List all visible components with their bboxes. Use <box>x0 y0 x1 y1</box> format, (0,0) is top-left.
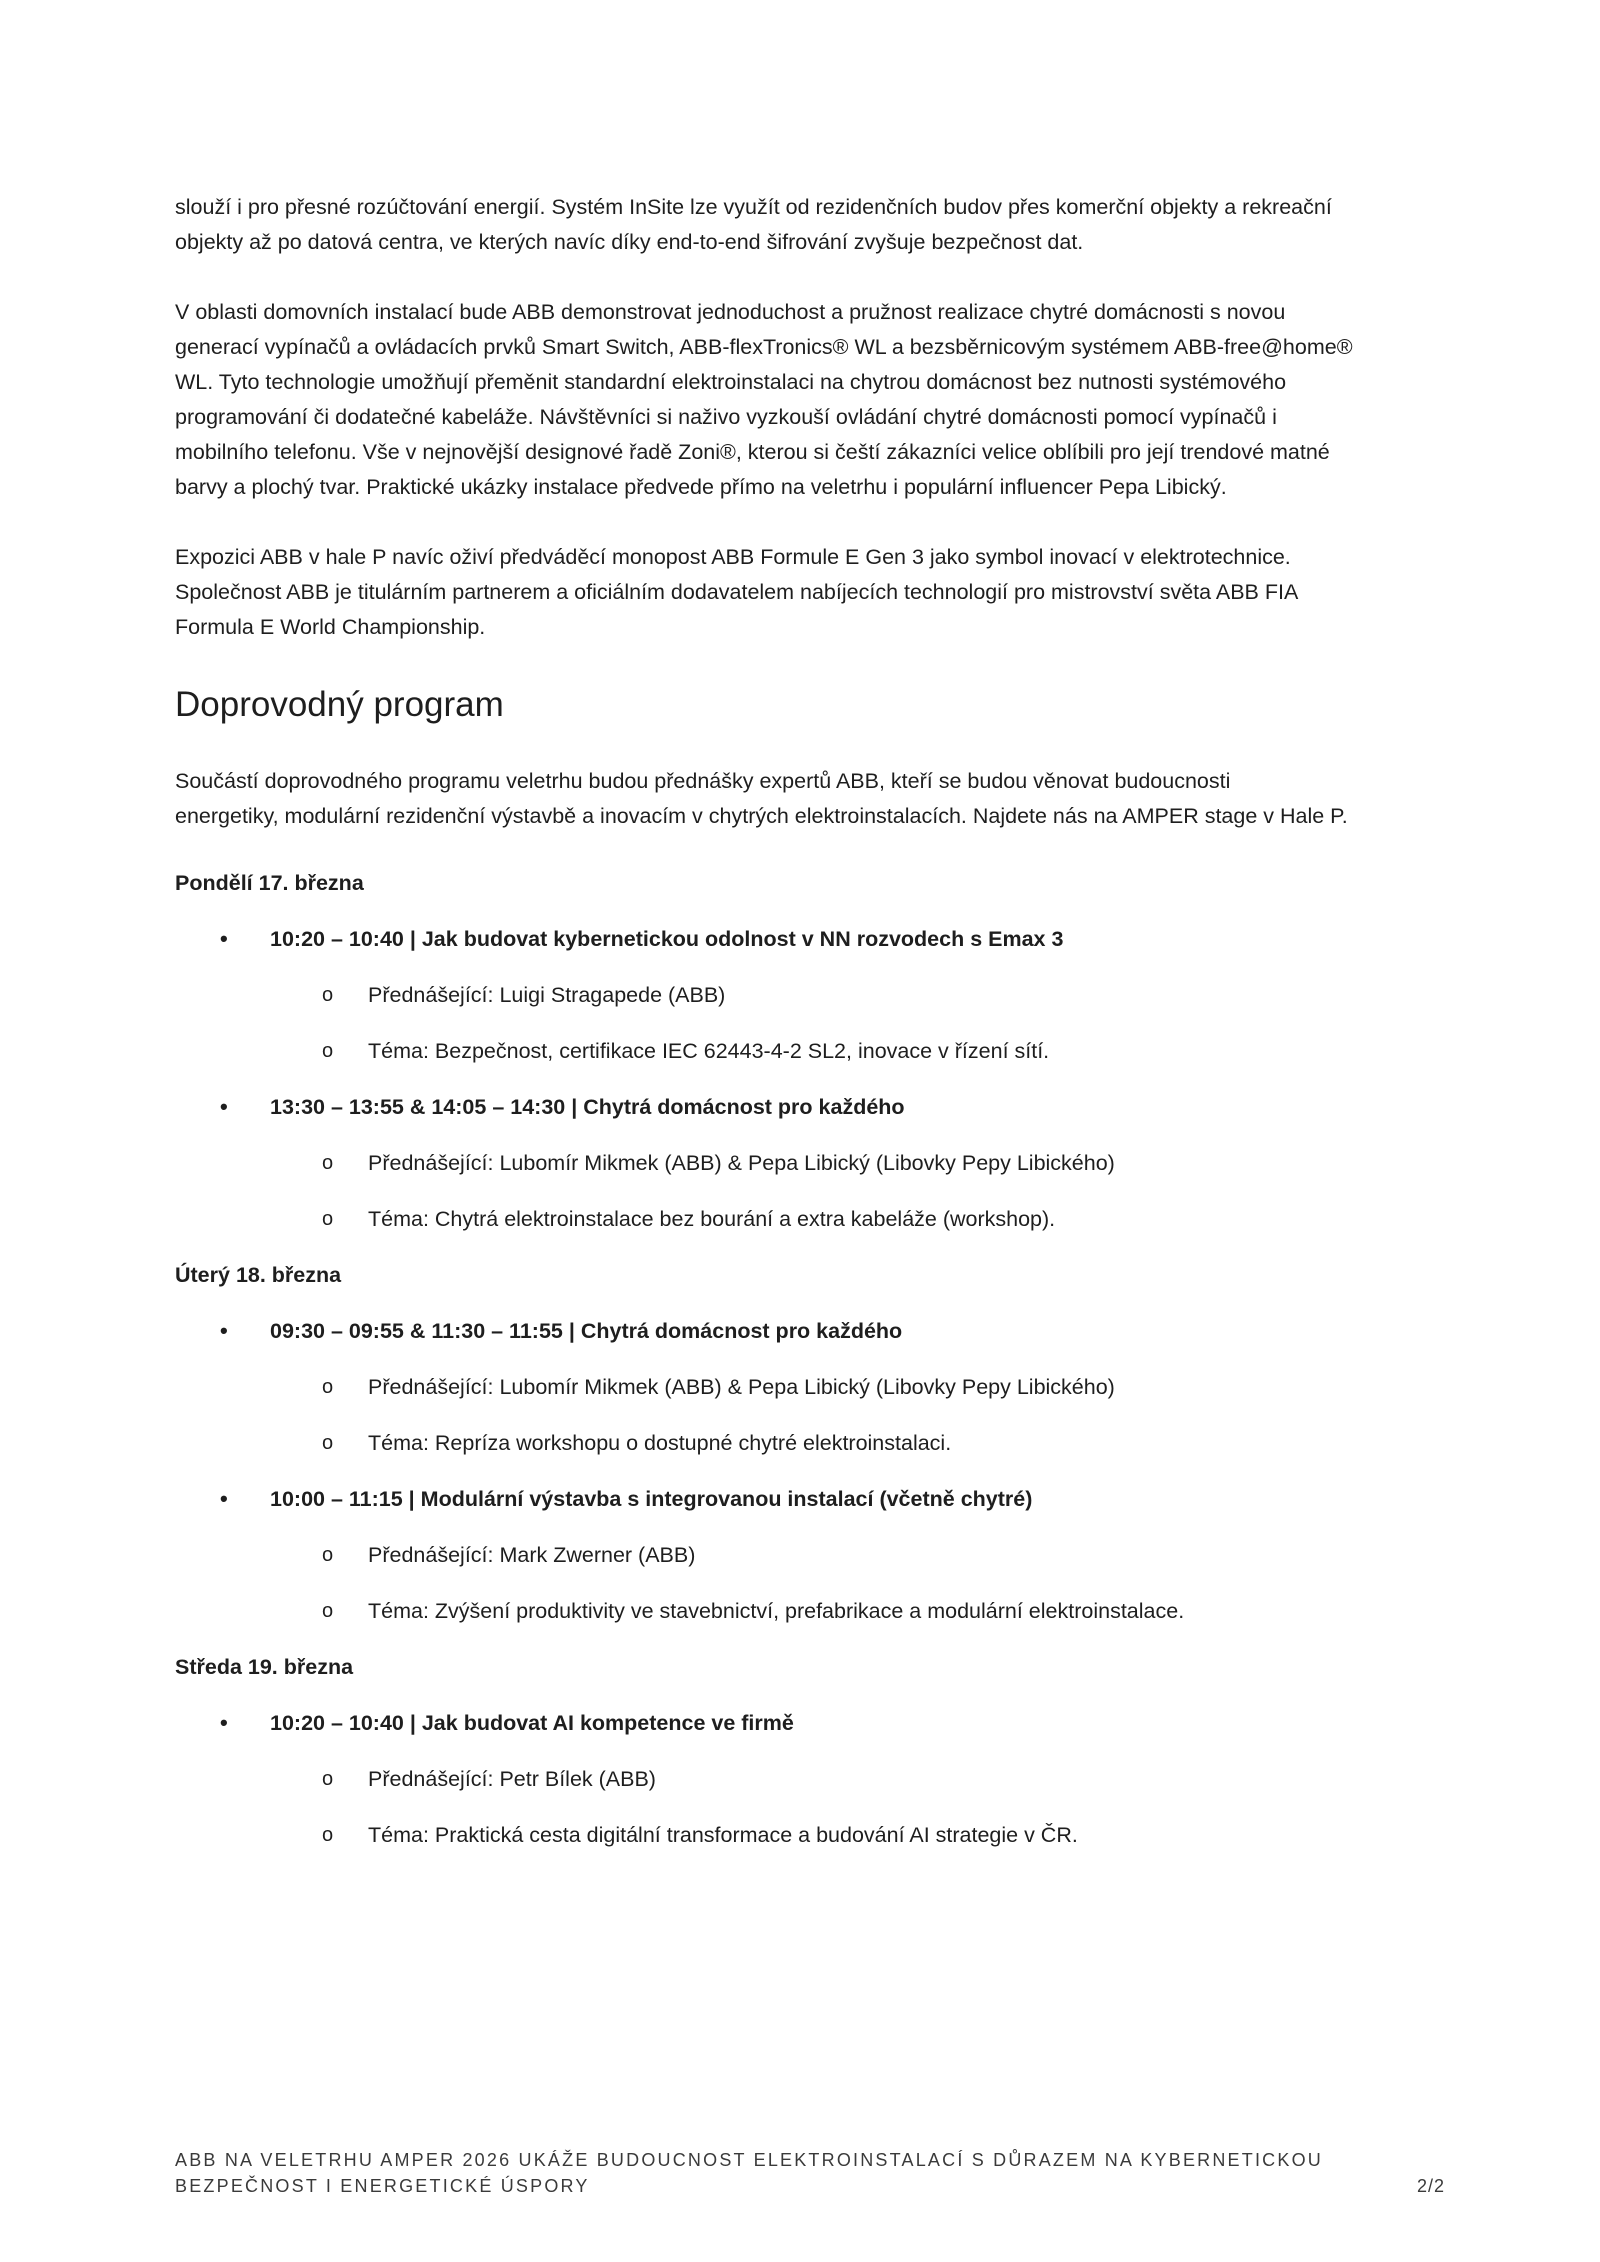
paragraph-line: programování či dodatečné kabeláže. Návštěvníci si naživo vyzkouší ovládání chytré domácnosti pomocí vypínačů i <box>175 405 1277 429</box>
talk-title-text: 10:20 – 10:40 | Jak budovat AI kompetence ve firmě <box>270 1711 794 1735</box>
sub-bullet-icon: o <box>322 1432 334 1454</box>
paragraph <box>175 540 1445 645</box>
talk-speaker-text: Přednášející: Petr Bílek (ABB) <box>368 1767 656 1791</box>
paragraph-line: slouží i pro přesné rozúčtování energií. Systém InSite lze využít od rezidenčních budov přes komerční objekty a rekreační <box>175 195 1332 219</box>
talk-topic-text: Téma: Zvýšení produktivity ve stavebnictví, prefabrikace a modulární elektroinstalace. <box>368 1599 1185 1623</box>
talk-speaker-text: Přednášející: Lubomír Mikmek (ABB) & Pepa Libický (Libovky Pepy Libického) <box>368 1151 1115 1175</box>
paragraph-line: WL. Tyto technologie umožňují přeměnit standardní elektroinstalaci na chytrou domácnost bez nutnosti systémového <box>175 370 1287 394</box>
page-footer <box>175 2147 1445 2199</box>
page-number: 2/2 <box>1416 2176 1445 2196</box>
talk-topic <box>175 1023 1445 1079</box>
paragraph <box>175 295 1445 505</box>
day-heading: Úterý 18. března <box>175 1263 342 1287</box>
sub-bullet-icon: o <box>322 1208 334 1230</box>
talk-speaker <box>175 1751 1445 1807</box>
sub-bullet-icon: o <box>322 1768 334 1790</box>
talk-title-text: 10:20 – 10:40 | Jak budovat kybernetickou odolnost v NN rozvodech s Emax 3 <box>270 927 1064 951</box>
bullet-icon: • <box>220 1486 228 1511</box>
body-paragraphs <box>175 190 1445 680</box>
talk-speaker <box>175 1359 1445 1415</box>
footer-title-line-2: BEZPEČNOST I ENERGETICKÉ ÚSPORY <box>175 2176 590 2196</box>
paragraph-line: Expozici ABB v hale P navíc oživí předváděcí monopost ABB Formule E Gen 3 jako symbol inovací v elektrotechnice. <box>175 545 1291 569</box>
talk-speaker-text: Přednášející: Lubomír Mikmek (ABB) & Pepa Libický (Libovky Pepy Libického) <box>368 1375 1115 1399</box>
paragraph-line: Společnost ABB je titulárním partnerem a oficiálním dodavatelem nabíjecích technologií pro mistrovství světa ABB FIA <box>175 580 1299 604</box>
sub-bullet-icon: o <box>322 1824 334 1846</box>
paragraph-line: mobilního telefonu. Vše v nejnovější designové řadě Zoni®, kterou si čeští zákazníci velice oblíbili pro její trendové matné <box>175 440 1330 464</box>
talk-title <box>175 1079 1445 1135</box>
paragraph-line: barvy a plochý tvar. Praktické ukázky instalace předvede přímo na veletrhu i populární influencer Pepa Libický. <box>175 475 1227 499</box>
schedule <box>175 855 1445 1863</box>
sub-bullet-icon: o <box>322 1600 334 1622</box>
paragraph-line: V oblasti domovních instalací bude ABB demonstrovat jednoduchost a pružnost realizace chytré domácnosti s novou <box>175 300 1286 324</box>
day-heading: Středa 19. března <box>175 1655 354 1679</box>
talk-topic <box>175 1807 1445 1863</box>
talk-speaker <box>175 1527 1445 1583</box>
talk-topic-text: Téma: Praktická cesta digitální transformace a budování AI strategie v ČR. <box>368 1823 1078 1847</box>
section-heading-wrap <box>175 680 1445 730</box>
paragraph <box>175 190 1445 260</box>
sub-bullet-icon: o <box>322 1376 334 1398</box>
sub-bullet-icon: o <box>322 984 334 1006</box>
bullet-icon: • <box>220 1318 228 1343</box>
talk-title <box>175 1303 1445 1359</box>
talk-speaker-text: Přednášející: Luigi Stragapede (ABB) <box>368 983 726 1007</box>
talk-topic <box>175 1191 1445 1247</box>
sub-bullet-icon: o <box>322 1040 334 1062</box>
talk-speaker-text: Přednášející: Mark Zwerner (ABB) <box>368 1543 696 1567</box>
paragraph-line: Formula E World Championship. <box>175 615 486 639</box>
bullet-icon: • <box>220 1710 228 1735</box>
paragraph-line: objekty až po datová centra, ve kterých navíc díky end-to-end šifrování zvyšuje bezpečnost dat. <box>175 230 1084 254</box>
sub-bullet-icon: o <box>322 1544 334 1566</box>
footer-title-line-1: ABB NA VELETRHU AMPER 2026 UKÁŽE BUDOUCNOST ELEKTROINSTALACÍ S DŮRAZEM NA KYBERNETICKOU <box>175 2150 1323 2170</box>
talk-title-text: 10:00 – 11:15 | Modulární výstavba s integrovanou instalací (včetně chytré) <box>270 1487 1033 1511</box>
talk-title <box>175 1471 1445 1527</box>
talk-title-text: 09:30 – 09:55 & 11:30 – 11:55 | Chytrá domácnost pro každého <box>270 1319 903 1343</box>
talk-speaker <box>175 967 1445 1023</box>
day-heading: Pondělí 17. března <box>175 871 364 895</box>
talk-topic-text: Téma: Chytrá elektroinstalace bez bourání a extra kabeláže (workshop). <box>368 1207 1056 1231</box>
section-heading: Doprovodný program <box>175 685 504 724</box>
talk-topic-text: Téma: Bezpečnost, certifikace IEC 62443-4-2 SL2, inovace v řízení sítí. <box>368 1039 1050 1063</box>
sub-bullet-icon: o <box>322 1152 334 1174</box>
talk-topic <box>175 1583 1445 1639</box>
program-intro <box>175 764 1445 834</box>
talk-topic-text: Téma: Repríza workshopu o dostupné chytré elektroinstalaci. <box>368 1431 952 1455</box>
bullet-icon: • <box>220 926 228 951</box>
talk-title-text: 13:30 – 13:55 & 14:05 – 14:30 | Chytrá domácnost pro každého <box>270 1095 905 1119</box>
talk-topic <box>175 1415 1445 1471</box>
talk-title <box>175 1695 1445 1751</box>
bullet-icon: • <box>220 1094 228 1119</box>
talk-title <box>175 911 1445 967</box>
paragraph-line: generací vypínačů a ovládacích prvků Smart Switch, ABB-flexTronics® WL a bezsběrnicovým systémem ABB-free@home® <box>175 335 1353 359</box>
intro-line: energetiky, modulární rezidenční výstavbě a inovacím v chytrých elektroinstalacích. Najdete nás na AMPER stage v Hale P. <box>175 804 1348 828</box>
intro-line: Součástí doprovodného programu veletrhu budou přednášky expertů ABB, kteří se budou věnovat budoucnosti <box>175 769 1231 793</box>
talk-speaker <box>175 1135 1445 1191</box>
